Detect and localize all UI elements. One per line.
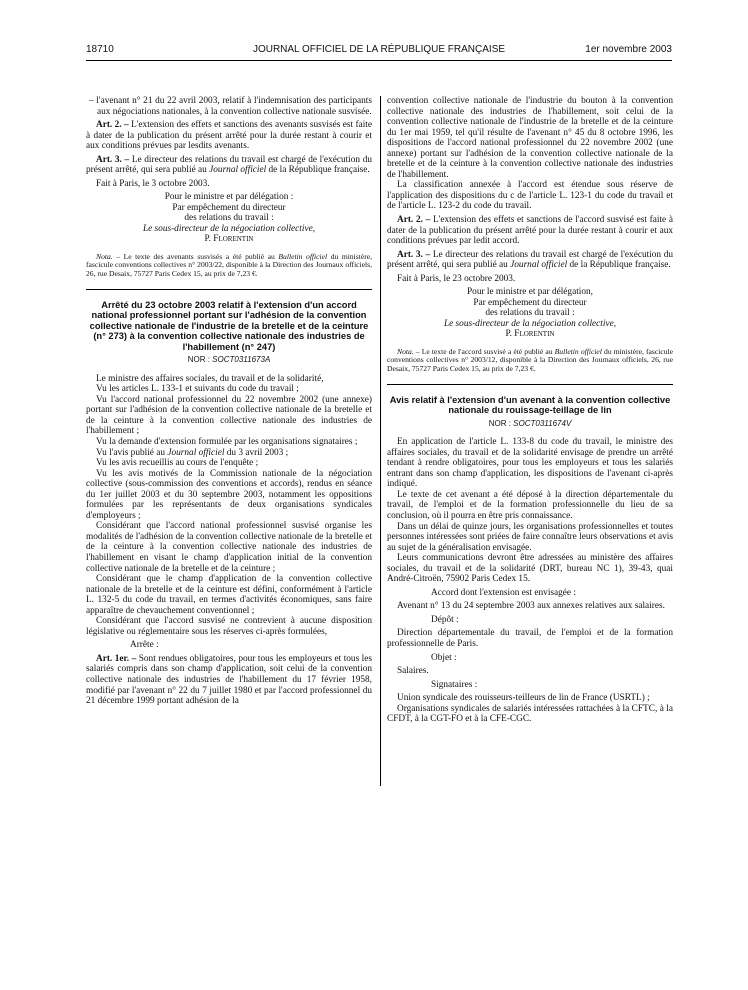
- signataire-item: Organisations syndicales de salariés intéressées rattachées à la CFTC, à la CFDT, à la CGT-FO et à la CFE-CGC.: [387, 703, 673, 725]
- article-label: Art. 2. –: [96, 120, 129, 131]
- signature-line: Pour le ministre et par délégation,: [467, 287, 593, 298]
- nor-code: SOCT0311673A: [212, 355, 271, 365]
- article-text: Le directeur des relations du travail est chargé de l'exécution du présent arrêté, qui sera publié au: [86, 154, 372, 176]
- nota-text: du ministère, fascicule conventions collectives n° 2003/22, disponible à la Direction des Journaux officiels, 26, rue Desaix, 75727 Paris Cedex 15, au prix de 7,23 €.: [86, 251, 373, 279]
- right-article-3: [387, 250, 673, 271]
- avis-title: Avis relatif à l'extension d'un avenant à la convention collective nationale du rouissage-teillage de lin: [389, 394, 671, 416]
- avis-nor: [387, 419, 673, 430]
- arrete-title: Arrêté du 23 octobre 2003 relatif à l'extension d'un accord national professionnel portant sur l'adhésion de la convention collective nationale de l'industrie de la bretelle et de la ceinture (n° 273) à la convention collective nationale des industries de l'habillement (n° 247): [89, 299, 369, 352]
- arrete-heading: Arrête :: [130, 640, 159, 651]
- classification-paragraph: La classification annexée à l'accord est étendue sous réserve de l'application des dispositions du c de l'article L. 123-1 du code du travail et de l'article L. 123-2 du code du travail.: [387, 180, 673, 212]
- considerant-paragraph: Considérant que l'accord susvisé ne contrevient à aucune disposition législative ou réglementaire sous les réserves ci-après formulées,: [86, 616, 372, 637]
- nota-label: Nota.: [397, 346, 414, 356]
- left-article-3: [86, 155, 372, 176]
- article-text: L'extension des effets et sanctions des avenants susvisés est faite à dater de la publication du présent arrêté pour la durée restant à courir et aux conditions prévues par lesdits avenants.: [86, 120, 372, 152]
- avis-paragraph: Le texte de cet avenant a été déposé à la direction départementale du travail, de l'emploi et de la formation professionnelle du lieu de sa conclusion, où il pourra en être pris connaissance.: [387, 489, 673, 521]
- nota-text: du ministère, fascicule conventions collectives n° 2003/12, disponible à la Direction des Journaux officiels, 26, rue Desaix, 75727 Paris Cedex 15, au prix de 7,23 €.: [387, 346, 673, 373]
- objet-text: Salaires.: [397, 666, 429, 677]
- article-text: de la République française.: [567, 260, 671, 271]
- left-fait-a-paris: Fait à Paris, le 3 octobre 2003.: [96, 178, 210, 189]
- signature-line: des relations du travail :: [485, 308, 575, 319]
- visa-paragraph: Vu l'accord national professionnel du 22 novembre 2002 (une annexe) portant sur l'adhésion de la convention collective nationale de la bretelle et de la ceinture à la convention collective nationale des industries de l'habillement ;: [86, 394, 372, 437]
- signataires-label: Signataires :: [431, 679, 478, 690]
- journal-officiel-ref: Journal officiel: [510, 260, 568, 271]
- visa-paragraph: Vu les articles L. 133-1 et suivants du code du travail ;: [96, 384, 299, 395]
- left-article-2: [86, 120, 372, 152]
- article-text: de la République française.: [266, 165, 370, 176]
- journal-officiel-ref: Journal officiel: [167, 447, 225, 458]
- article-1-continuation: convention collective nationale de l'industrie du bouton à la convention collective nationale des industries de l'habillement, soit celui de la convention collective nationale de l'industrie de la bretelle et de la ceinture du 1er mai 1959, tel qu'il résulte de l'avenant n° 45 du 8 octobre 1996, les dispositions de l'accord national professionnel du 22 novembre 2002 (une annexe) portant sur l'adhésion de la convention collective nationale de la bretelle et de la ceinture à la convention collective nationale des industries de l'habillement.: [387, 96, 673, 180]
- article-label: Art. 3. –: [397, 249, 431, 260]
- nota-text: – Le texte des avenants susvisés a été publié au: [112, 251, 279, 261]
- nota-label: Nota.: [96, 251, 113, 261]
- signature-line: des relations du travail :: [184, 213, 274, 224]
- article-text: Sont rendues obligatoires, pour tous les employeurs et tous les salariés compris dans son champ d'application, soit celui de la convention collective nationale des industries de l'habillement du 17 février 1958, modifié par l'avenant n° 22 du 7 juillet 1980 et par l'accord professionnel du 21 décembre 1999 portant adhésion de la: [86, 653, 372, 707]
- bulletin-officiel-ref: Bulletin officiel: [554, 346, 602, 356]
- visa-paragraph: Vu la demande d'extension formulée par les organisations signataires ;: [96, 436, 358, 447]
- right-nota: [387, 348, 673, 374]
- visa-text: Vu l'avis publié au: [96, 447, 168, 458]
- avis-paragraph: Dans un délai de quinze jours, les organisations professionnelles et toutes personnes intéressées sont priées de faire connaître leurs observations et avis au sujet de la généralisation envisagée.: [387, 521, 673, 553]
- avenant-21-item: – l'avenant n° 21 du 22 avril 2003, relatif à l'indemnisation des participants aux négociations nationales, à la convention collective nationale susvisée.: [89, 96, 372, 117]
- section-rule: [387, 384, 673, 385]
- considerant-paragraph: Considérant que l'accord national professionnel susvisé organise les modalités de l'adhésion de la convention collective nationale de la bretelle et de la ceinture à la convention collective nationale des industries de l'habillement en visant le champ d'application initial de la convention collective nationale de la bretelle et de la ceinture ;: [86, 521, 372, 574]
- article-text: Le directeur des relations du travail est chargé de l'exécution du présent arrêté, qui sera publié au: [387, 249, 673, 271]
- left-nota: [86, 253, 372, 279]
- objet-label: Objet :: [431, 652, 457, 663]
- journal-officiel-ref: Journal officiel: [209, 165, 267, 176]
- right-signature-block: [387, 287, 673, 340]
- accord-heading: Accord dont l'extension est envisagée :: [431, 587, 576, 598]
- signature-line: Le sous-directeur de la négociation collective,: [443, 318, 617, 329]
- signataire-item: Union syndicale des rouisseurs-teilleurs de lin de France (USRTL) ;: [397, 693, 650, 704]
- left-article-1: [86, 654, 372, 707]
- signature-line: Par empêchement du directeur: [473, 297, 587, 308]
- visa-paragraph: Vu les avis recueillis au cours de l'enquête ;: [96, 458, 259, 469]
- nor-label: NOR :: [187, 355, 213, 365]
- left-column: [86, 96, 372, 707]
- signature-line: Le sous-directeur de la négociation collective,: [142, 223, 316, 234]
- depot-text: Direction départementale du travail, de l'emploi et de la formation professionnelle de Paris.: [387, 628, 673, 649]
- signature-line: Pour le ministre et par délégation :: [164, 192, 294, 203]
- left-signature-block: [86, 192, 372, 245]
- article-text: L'extension des effets et sanctions de l'accord susvisé est faite à dater de la publication du présent arrêté pour la durée restant à courir et aux conditions prévues par ledit accord.: [387, 215, 674, 247]
- column-divider: [380, 96, 381, 786]
- avis-paragraph: En application de l'article L. 133-8 du code du travail, le ministre des affaires sociales, du travail et de la solidarité envisage de prendre un arrêté tendant à rendre obligatoires, pour tous les employeurs et tous les salariés entrant dans son champ d'application, les dispositions de l'avenant ci-après indiqué.: [387, 437, 673, 490]
- right-article-2: [387, 215, 673, 247]
- article-label: Art. 1er. –: [96, 653, 137, 664]
- article-label: Art. 2. –: [397, 215, 431, 226]
- signatory-name: P. Florentin: [204, 234, 254, 245]
- nota-text: – Le texte de l'accord susvisé a été publié au: [413, 346, 555, 356]
- avenant-13-line: Avenant n° 13 du 24 septembre 2003 aux annexes relatives aux salaires.: [397, 601, 665, 612]
- visa-paragraph: [86, 448, 372, 459]
- visa-text: du 3 avril 2003 ;: [224, 447, 289, 458]
- bulletin-officiel-ref: Bulletin officiel: [278, 251, 328, 261]
- minister-line: Le ministre des affaires sociales, du travail et de la solidarité,: [96, 373, 324, 384]
- page-number: 18710: [86, 44, 114, 55]
- signature-line: Par empêchement du directeur: [172, 202, 286, 213]
- section-rule: [86, 289, 372, 290]
- visa-paragraph: Vu les avis motivés de la Commission nationale de la négociation collective (sous-commission des conventions et accords), rendus en séance du 1er juillet 2003 et du 30 septembre 2003, notamment les oppositions formulées par les représentants de deux organisations syndicales d'employeurs ;: [86, 468, 372, 521]
- article-label: Art. 3. –: [96, 154, 130, 165]
- journal-title: JOURNAL OFFICIEL DE LA RÉPUBLIQUE FRANÇAISE: [252, 44, 506, 55]
- considerant-paragraph: Considérant que le champ d'application de la convention collective nationale de la bretelle et de la ceinture est défini, conformément à l'article L. 132-5 du code du travail, en termes d'activités économiques, sans faire apparaître de chevauchement conventionnel ;: [86, 574, 372, 616]
- issue-date: 1er novembre 2003: [585, 44, 672, 55]
- page-header: [86, 44, 672, 61]
- signatory-name: P. Florentin: [505, 329, 555, 340]
- nor-label: NOR :: [488, 418, 514, 428]
- right-fait-a-paris: Fait à Paris, le 23 octobre 2003.: [397, 273, 516, 284]
- nor-code: SOCT0311674V: [513, 418, 572, 428]
- depot-label: Dépôt :: [431, 614, 459, 625]
- avis-paragraph: Leurs communications devront être adressées au ministère des affaires sociales, du travail et de la solidarité (DRT, bureau NC 1), 39-43, quai André-Citroën, 75902 Paris Cedex 15.: [387, 553, 673, 585]
- right-column: [387, 96, 673, 725]
- arrete-nor: [86, 355, 372, 366]
